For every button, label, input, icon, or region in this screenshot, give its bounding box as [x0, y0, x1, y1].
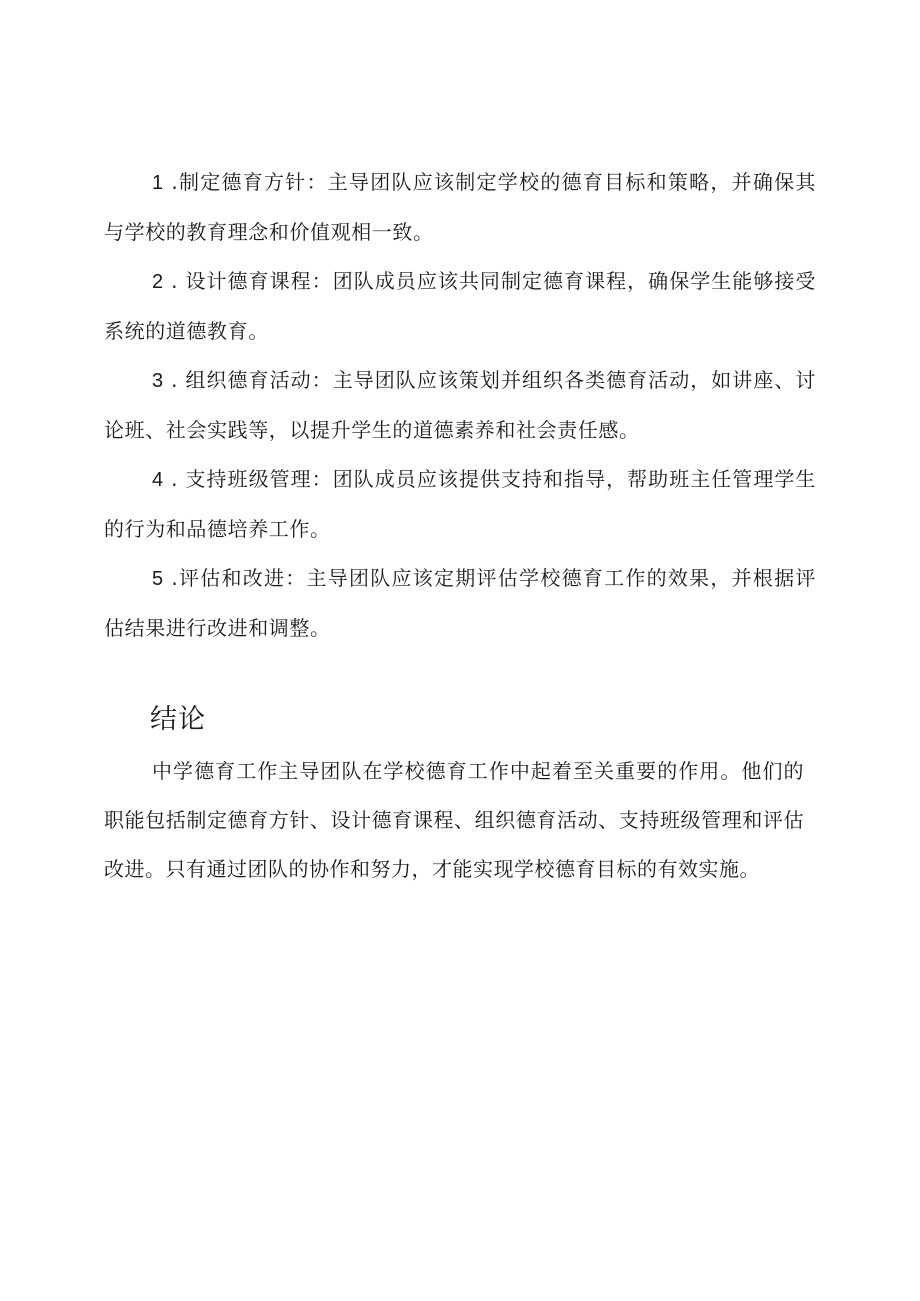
- item-text: .制定德育方针：主导团队应该制定学校的德育目标和策略，并确保其与学校的教育理念和价值观相一致。: [104, 170, 816, 244]
- list-item: [104, 356, 816, 455]
- conclusion-paragraph: 中学德育工作主导团队在学校德育工作中起着至关重要的作用。他们的职能包括制定德育方针、设计德育课程、组织德育活动、支持班级管理和评估改进。只有通过团队的协作和努力，才能实现学校德育目标的有效实施。: [104, 759, 804, 881]
- list-item: [104, 257, 816, 356]
- item-number: 1: [152, 172, 164, 194]
- list-item: [104, 455, 816, 554]
- item-text: .评估和改进：主导团队应该定期评估学校德育工作的效果，并根据评估结果进行改进和调整。: [104, 566, 816, 640]
- item-text: . 支持班级管理：团队成员应该提供支持和指导，帮助班主任管理学生的行为和品德培养工作。: [104, 467, 816, 541]
- conclusion-section: [104, 747, 804, 894]
- item-text: . 组织德育活动：主导团队应该策划并组织各类德育活动，如讲座、讨论班、社会实践等，以提升学生的道德素养和社会责任感。: [104, 368, 816, 442]
- item-text: . 设计德育课程：团队成员应该共同制定德育课程，确保学生能够接受系统的道德教育。: [104, 269, 816, 343]
- item-number: 4: [152, 469, 164, 491]
- conclusion-heading: 结论: [150, 704, 206, 735]
- item-number: 2: [152, 271, 164, 293]
- list-item: [104, 554, 816, 653]
- item-number: 5: [152, 568, 164, 590]
- duty-list: [104, 158, 816, 653]
- item-number: 3: [152, 370, 164, 392]
- list-item: [104, 158, 816, 257]
